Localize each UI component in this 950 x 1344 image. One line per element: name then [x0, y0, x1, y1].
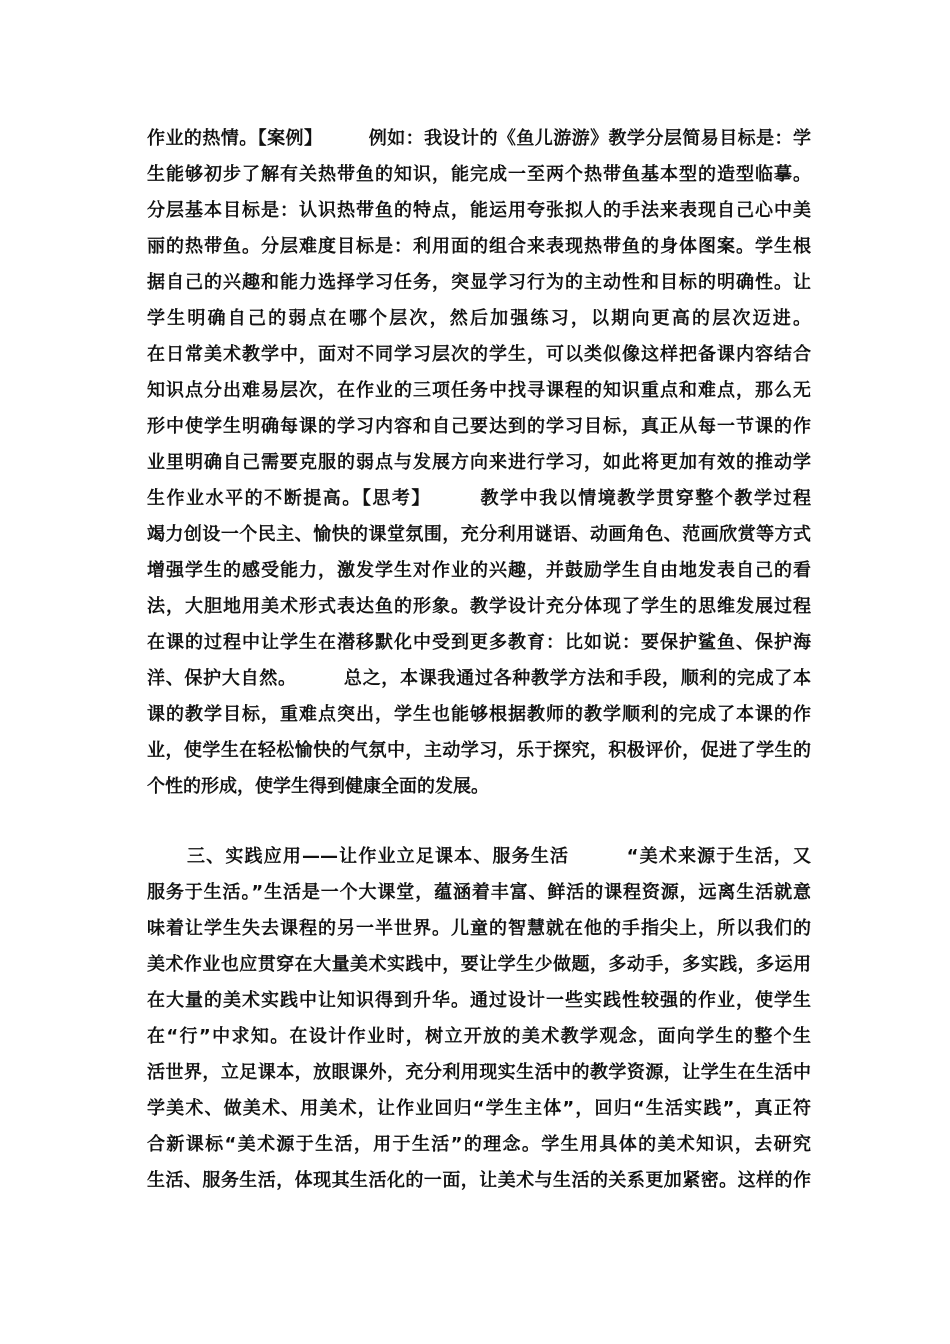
text-line: 活世界，立足课本，放眼课外，充分利用现实生活中的教学资源，让学生在生活中	[147, 1062, 811, 1083]
text-line: 法，大胆地用美术形式表达鱼的形象。教学设计充分体现了学生的思维发展过程	[147, 596, 811, 617]
text-line: 合新课标“美术源于生活，用于生活”的理念。学生用具体的美术知识，去研究	[147, 1134, 811, 1155]
body-paragraph-practice-application	[147, 839, 811, 1199]
text-line: 味着让学生失去课程的另一半世界。儿童的智慧就在他的手指尖上，所以我们的	[147, 918, 811, 939]
text-line: 业，使学生在轻松愉快的气氛中，主动学习，乐于探究，积极评价，促进了学生的	[147, 740, 811, 761]
text-line: 在“行”中求知。在设计作业时，树立开放的美术教学观念，面向学生的整个生	[147, 1026, 811, 1047]
text-line: 个性的形成，使学生得到健康全面的发展。	[147, 776, 489, 797]
text-line: 丽的热带鱼。分层难度目标是：利用面的组合来表现热带鱼的身体图案。学生根	[147, 236, 811, 257]
text-line: 生能够初步了解有关热带鱼的知识，能完成一至两个热带鱼基本型的造型临摹。	[147, 164, 811, 185]
text-line: 学生明确自己的弱点在哪个层次，然后加强练习，以期向更高的层次迈进。	[147, 308, 811, 329]
text-line: 美术作业也应贯穿在大量美术实践中，要让学生少做题，多动手，多实践，多运用	[147, 954, 811, 975]
text-line: 知识点分出难易层次，在作业的三项任务中找寻课程的知识重点和难点，那么无	[147, 380, 811, 401]
text-line: 据自己的兴趣和能力选择学习任务，突显学习行为的主动性和目标的明确性。让	[147, 272, 811, 293]
text-line: 生活、服务生活，体现其生活化的一面，让美术与生活的关系更加紧密。这样的作	[147, 1170, 811, 1191]
text-line: 服务于生活。”生活是一个大课堂，蕴涵着丰富、鲜活的课程资源，远离生活就意	[147, 882, 811, 903]
text-line: 生作业水平的不断提高。【思考】 教学中我以情境教学贯穿整个教学过程	[147, 488, 811, 509]
text-line: 课的教学目标，重难点突出，学生也能够根据教师的教学顺利的完成了本课的作	[147, 704, 811, 725]
text-line: 在日常美术教学中，面对不同学习层次的学生，可以类似像这样把备课内容结合	[147, 344, 811, 365]
text-line: 作业的热情。【案例】 例如：我设计的《鱼儿游游》教学分层简易目标是：学	[147, 128, 811, 149]
text-line: 洋、保护大自然。 总之，本课我通过各种教学方法和手段，顺利的完成了本	[147, 668, 811, 689]
text-line: 在大量的美术实践中让知识得到升华。通过设计一些实践性较强的作业，使学生	[147, 990, 811, 1011]
section-heading-line: 三、实践应用——让作业立足课本、服务生活 “美术来源于生活，又	[187, 846, 811, 867]
text-line: 在课的过程中让学生在潜移默化中受到更多教育：比如说：要保护鲨鱼、保护海	[147, 632, 811, 653]
text-line: 学美术、做美术、用美术，让作业回归“学生主体”，回归“生活实践”，真正符	[147, 1098, 811, 1119]
text-line: 业里明确自己需要克服的弱点与发展方向来进行学习，如此将更加有效的推动学	[147, 452, 811, 473]
text-line: 竭力创设一个民主、愉快的课堂氛围，充分利用谜语、动画角色、范画欣赏等方式	[147, 524, 811, 545]
text-line: 形中使学生明确每课的学习内容和自己要达到的学习目标，真正从每一节课的作	[147, 416, 811, 437]
text-line: 增强学生的感受能力，激发学生对作业的兴趣，并鼓励学生自由地发表自己的看	[147, 560, 811, 581]
text-line: 分层基本目标是：认识热带鱼的特点，能运用夸张拟人的手法来表现自己心中美	[147, 200, 811, 221]
body-paragraph-case-study	[147, 121, 811, 805]
